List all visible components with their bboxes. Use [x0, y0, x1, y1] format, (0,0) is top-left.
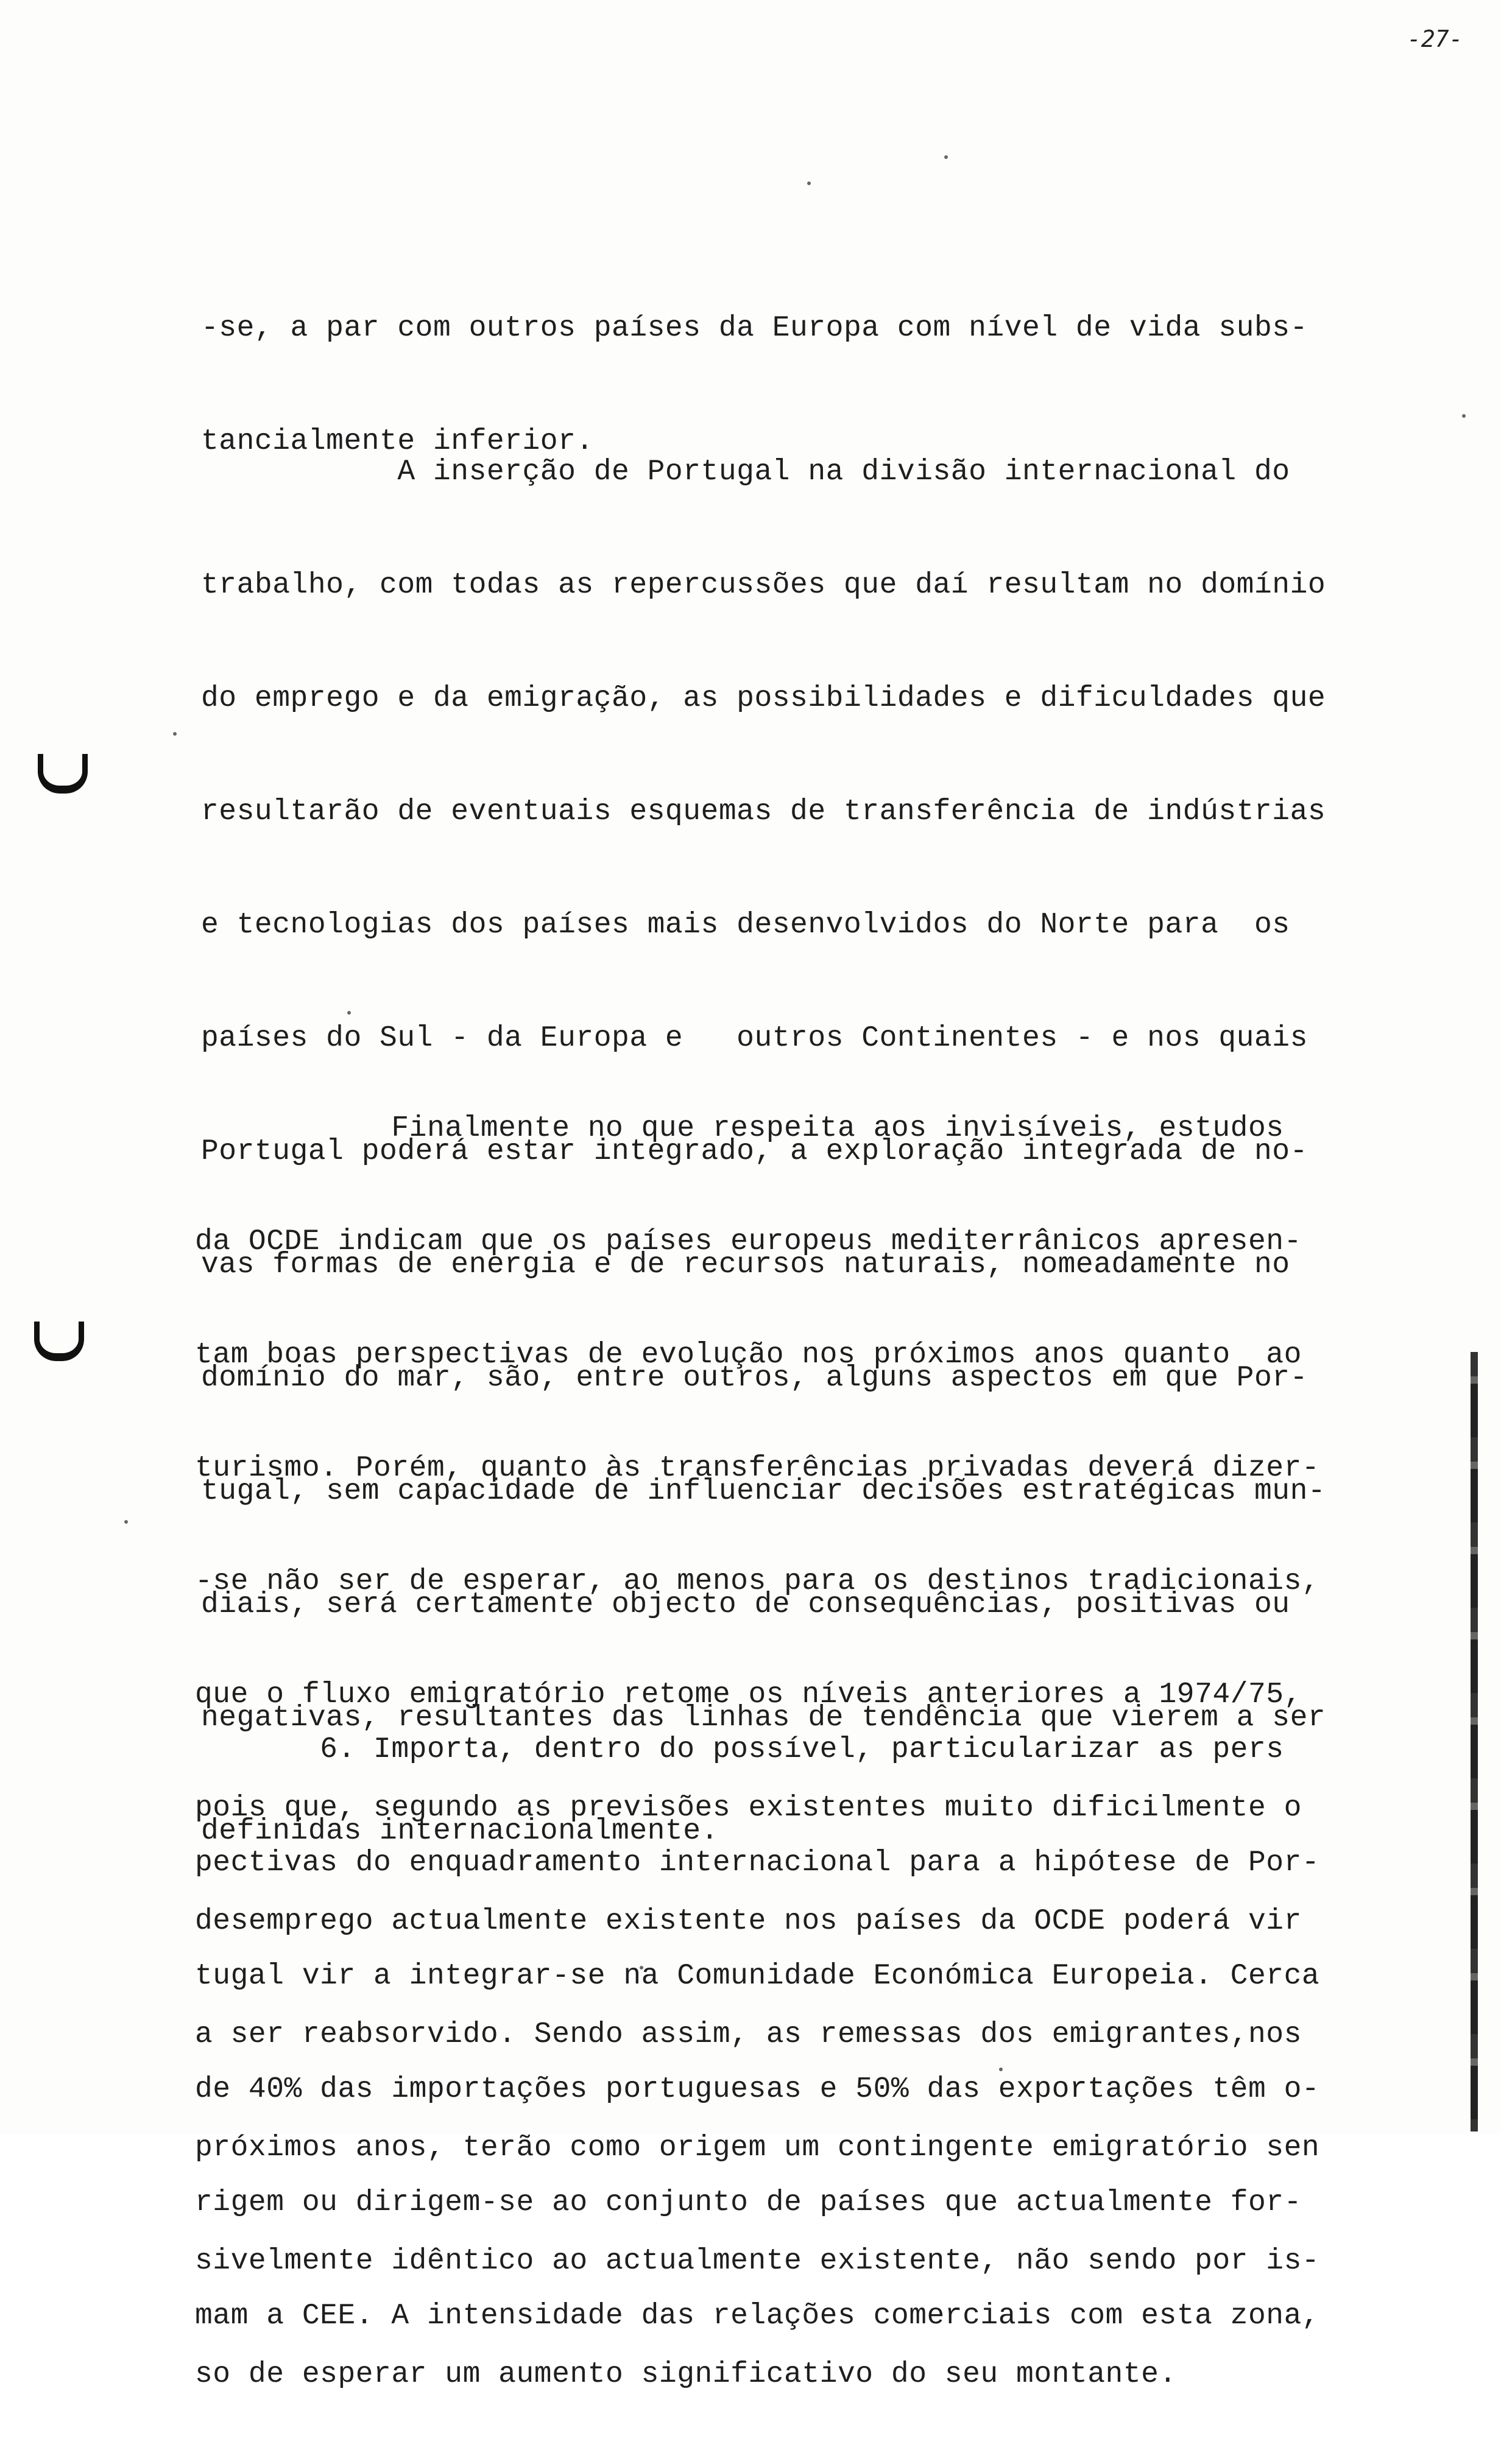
- punch-hole-mark: [34, 1322, 84, 1361]
- text-line: próximos anos, terão como origem um contingente emigratório sen: [195, 2131, 1320, 2164]
- text-line: rigem ou dirigem-se ao conjunto de países que actualmente for-: [195, 2186, 1302, 2219]
- text-line: negativas, resultantes das linhas de tendência que vierem a ser: [201, 1702, 1326, 1734]
- text-line: e tecnologias dos países mais desenvolvidos do Norte para os: [201, 909, 1290, 942]
- text-line: sivelmente idêntico ao actualmente existente, não sendo por is-: [195, 2245, 1320, 2278]
- text-line: Portugal poderá estar integrado, a exploração integrada de no-: [201, 1135, 1308, 1168]
- text-line: resultarão de eventuais esquemas de transferência de indústrias: [201, 795, 1326, 828]
- scan-speck: [124, 1520, 128, 1524]
- text-line: tam boas perspectivas de evolução nos próximos anos quanto ao: [195, 1339, 1302, 1371]
- scan-speck: [1462, 414, 1466, 418]
- text-line: mam a CEE. A intensidade das relações comerciais com esta zona,: [195, 2300, 1320, 2332]
- scan-speck: [173, 732, 177, 736]
- text-line: vas formas de energia e de recursos naturais, nomeadamente no: [201, 1248, 1290, 1281]
- text-line: a ser reabsorvido. Sendo assim, as remessas dos emigrantes,nos: [195, 2018, 1302, 2051]
- text-line: países do Sul - da Europa e outros Continentes - e nos quais: [201, 1022, 1308, 1055]
- text-line: -se, a par com outros países da Europa com nível de vida subs-: [201, 312, 1308, 345]
- text-line: da OCDE indicam que os países europeus mediterrânicos apresen-: [195, 1225, 1302, 1258]
- paragraph-section-6: [195, 1660, 1319, 2406]
- text-line: desemprego actualmente existente nos países da OCDE poderá vir: [195, 1905, 1302, 1938]
- text-line: Finalmente no que respeita aos invisíveis, estudos: [195, 1112, 1284, 1145]
- page-edge-shadow: [1471, 1352, 1478, 2131]
- text-line: que o fluxo emigratório retome os níveis anteriores a 1974/75,: [195, 1678, 1302, 1711]
- text-line: -se não ser de esperar, ao menos para os destinos tradicionais,: [195, 1565, 1320, 1598]
- text-line: tugal, sem capacidade de influenciar decisões estratégicas mun-: [201, 1475, 1326, 1508]
- scan-speck: [807, 181, 811, 185]
- text-line: A inserção de Portugal na divisão internacional do: [201, 456, 1290, 488]
- text-line: diais, será certamente objecto de consequências, positivas ou: [201, 1588, 1290, 1621]
- punch-hole-mark: [38, 754, 88, 794]
- text-line: tancialmente inferior.: [201, 425, 594, 458]
- text-line: definidas internacionalmente.: [201, 1815, 719, 1848]
- scan-speck: [944, 155, 948, 159]
- text-line: de 40% das importações portuguesas e 50% das exportações têm o-: [195, 2073, 1320, 2106]
- page-number: -27-: [1407, 26, 1463, 52]
- text-line: trabalho, com todas as repercussões que daí resultam no domínio: [201, 569, 1326, 602]
- text-line: so de esperar um aumento significativo do seu montante.: [195, 2358, 1177, 2391]
- text-line: pois que, segundo as previsões existentes muito dificilmente o: [195, 1792, 1302, 1825]
- text-line: do emprego e da emigração, as possibilidades e dificuldades que: [201, 682, 1326, 715]
- text-line: 6. Importa, dentro do possível, particularizar as pers: [195, 1733, 1284, 1766]
- text-line: tugal vir a integrar-se na Comunidade Económica Europeia. Cerca: [195, 1960, 1320, 1993]
- text-line: pectivas do enquadramento internacional para a hipótese de Por-: [195, 1846, 1320, 1879]
- text-line: turismo. Porém, quanto às transferências privadas deverá dizer-: [195, 1452, 1320, 1485]
- text-line: domínio do mar, são, entre outros, alguns aspectos em que Por-: [201, 1362, 1308, 1395]
